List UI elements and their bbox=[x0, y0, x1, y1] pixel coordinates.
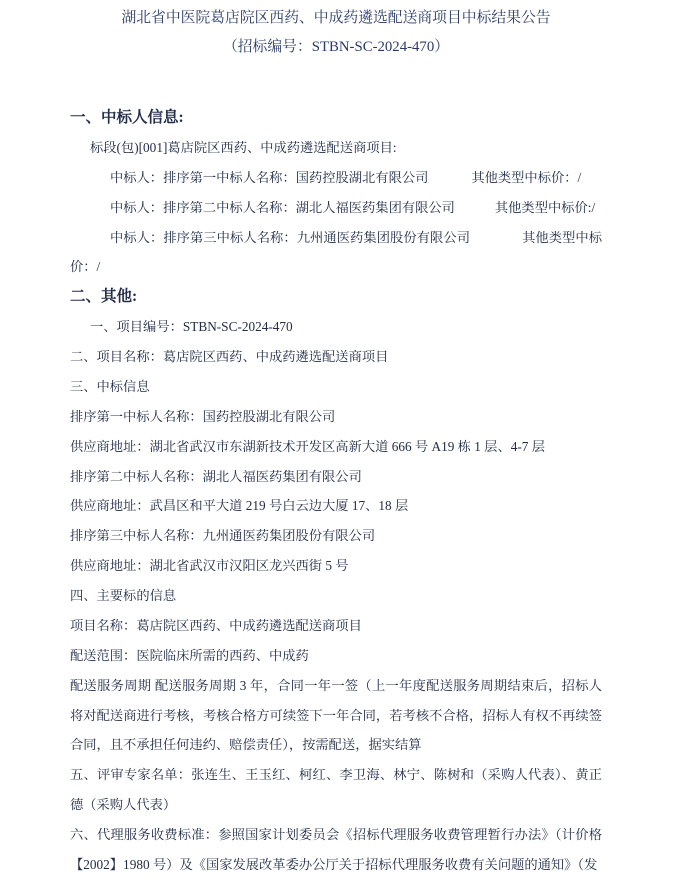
delivery-scope-value: 医院临床所需的西药、中成药 bbox=[136, 647, 309, 663]
supplier-address-label: 供应商地址： bbox=[70, 558, 150, 574]
winner-label: 中标人： bbox=[110, 169, 164, 185]
winner-name: 九州通医药集团股份有限公司 bbox=[296, 229, 471, 245]
award-info-heading: 三、中标信息 bbox=[70, 378, 150, 394]
project-name-label: 二、项目名称： bbox=[70, 349, 163, 365]
supplier-address: 武昌区和平大道 219 号白云边大厦 17、18 层 bbox=[149, 498, 409, 514]
supplier-address: 湖北省武汉市东湖新技术开发区高新大道 666 号 A19 栋 1 层、4-7 层 bbox=[149, 438, 545, 454]
winner-row bbox=[70, 163, 602, 193]
supplier-name: 湖北人福医药集团有限公司 bbox=[202, 468, 362, 484]
project-number-value: STBN-SC-2024-470 bbox=[182, 319, 293, 335]
expert-list-label: 五、评审专家名单： bbox=[70, 767, 192, 783]
agency-fee-value: 参照国家计划委员会《招标代理服务收费管理暂行办法》（计价格【2002】1980 号）及《国家发展改革委办公厅关于招标代理服务收费有关问题的通知》（发 bbox=[70, 827, 602, 872]
project-name bbox=[70, 342, 602, 372]
expert-list-value: 张连生、王玉红、柯红、李卫海、林宁、陈树和（采购人代表）、黄正德（采购人代表） bbox=[70, 767, 603, 813]
winner-row bbox=[70, 223, 602, 283]
expert-list bbox=[70, 760, 602, 820]
service-period-value: 配送服务周期 3 年，合同一年一签（上一年度配送服务周期结束后，招标人将对配送商进行考核，考核合格方可续签下一年合同，若考核不合格，招标人有权不再续签合同，且不承担任何违约、赔偿责任），按需配送，据实结算 bbox=[70, 677, 603, 753]
supplier-name-label: 排序第二中标人名称： bbox=[70, 468, 203, 484]
document-title: 湖北省中医院葛店院区西药、中成药遴选配送商项目中标结果公告 bbox=[121, 9, 551, 26]
lot-title: 标段(包)[001]葛店院区西药、中成药遴选配送商项目: bbox=[90, 139, 397, 155]
supplier-address-line bbox=[70, 491, 602, 521]
service-period-label: 配送服务周期 bbox=[70, 677, 152, 693]
supplier-address-line bbox=[70, 432, 602, 462]
winner-rank-label: 排序第二中标人名称： bbox=[163, 199, 296, 215]
winner-label: 中标人： bbox=[110, 229, 164, 245]
winner-rank-label: 排序第一中标人名称： bbox=[163, 169, 296, 185]
supplier-name-line bbox=[70, 462, 602, 492]
winner-price bbox=[471, 170, 581, 185]
supplier-name-label: 排序第一中标人名称： bbox=[70, 408, 203, 424]
winner-price-value: / bbox=[577, 169, 582, 185]
supplier-name-line bbox=[70, 521, 602, 551]
winner-row bbox=[70, 193, 602, 223]
supplier-name: 九州通医药集团股份有限公司 bbox=[202, 528, 376, 544]
subject-project-name-value: 葛店院区西药、中成药遴选配送商项目 bbox=[136, 617, 362, 633]
supplier-address-line bbox=[70, 551, 602, 581]
tender-number: （招标编号：STBN-SC-2024-470） bbox=[222, 38, 450, 55]
subject-project-name-label: 项目名称： bbox=[70, 617, 137, 633]
winner-price-value: / bbox=[96, 259, 101, 275]
winner-name: 湖北人福医药集团有限公司 bbox=[295, 199, 455, 215]
delivery-scope bbox=[70, 641, 602, 671]
subject-info-heading: 四、主要标的信息 bbox=[70, 588, 177, 604]
project-number bbox=[70, 312, 602, 342]
document-body bbox=[70, 103, 602, 880]
winner-price-label: 其他类型中标价： bbox=[471, 169, 578, 185]
agency-fee-standard bbox=[70, 820, 602, 880]
winner-price-label: 其他类型中标价： bbox=[70, 229, 603, 275]
supplier-address-label: 供应商地址： bbox=[70, 438, 150, 454]
delivery-scope-label: 配送范围： bbox=[70, 647, 137, 663]
winner-price bbox=[495, 200, 595, 215]
winner-rank-label: 排序第三中标人名称： bbox=[163, 229, 297, 245]
announcement-header bbox=[70, 4, 602, 62]
section-heading-winner-info: 一、中标人信息: bbox=[70, 109, 184, 127]
supplier-name: 国药控股湖北有限公司 bbox=[202, 408, 336, 424]
winner-label: 中标人： bbox=[110, 199, 164, 215]
subject-project-name bbox=[70, 611, 602, 641]
service-period bbox=[70, 671, 602, 761]
supplier-name-line bbox=[70, 402, 602, 432]
winner-price-label: 其他类型中标价: bbox=[494, 199, 592, 215]
winner-name: 国药控股湖北有限公司 bbox=[295, 169, 429, 185]
agency-fee-label: 六、代理服务收费标准： bbox=[70, 827, 219, 843]
supplier-address: 湖北省武汉市汉阳区龙兴西街 5 号 bbox=[149, 558, 349, 574]
supplier-name-label: 排序第三中标人名称： bbox=[70, 528, 203, 544]
section-heading-other: 二、其他: bbox=[70, 288, 138, 306]
project-number-label: 一、项目编号： bbox=[90, 319, 183, 335]
project-name-value: 葛店院区西药、中成药遴选配送商项目 bbox=[162, 349, 389, 365]
winner-price-value: / bbox=[591, 199, 596, 215]
supplier-address-label: 供应商地址： bbox=[70, 498, 150, 514]
